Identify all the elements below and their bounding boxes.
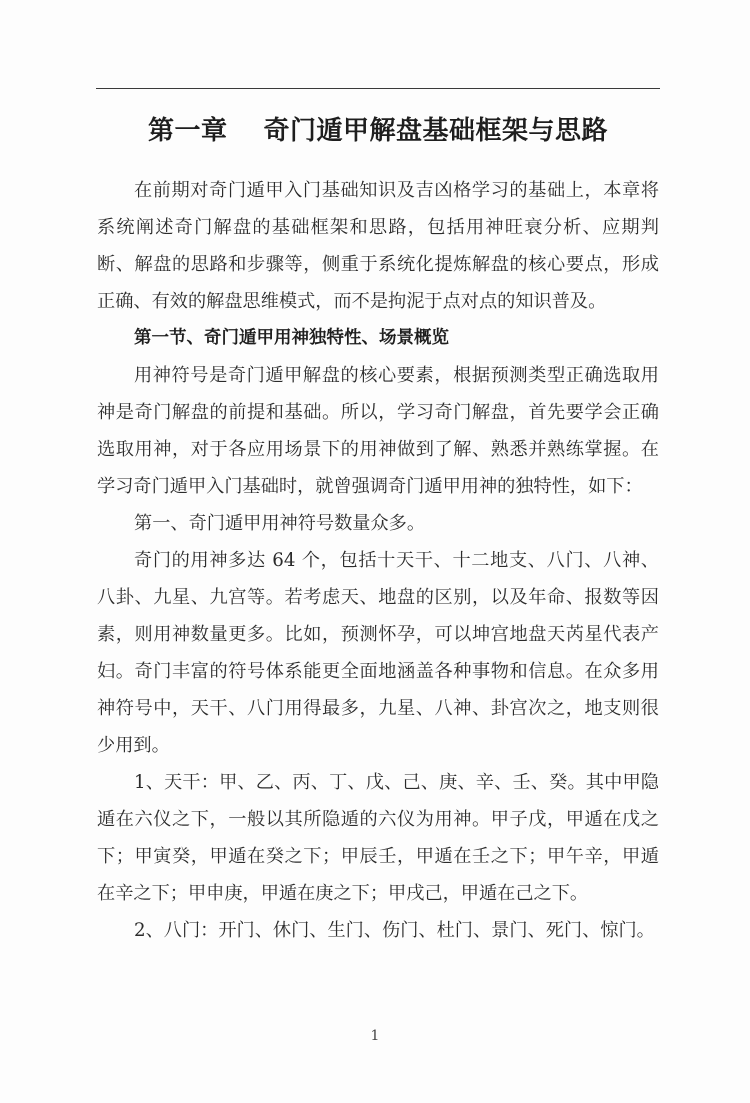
section-heading: 第一节、奇门遁甲用神独特性、场景概览: [134, 328, 449, 348]
chapter-title: 第一章 奇门遁甲解盘基础框架与思路: [147, 116, 609, 147]
paragraph-yongshen-core: 用神符号是奇门遁甲解盘的核心要素，根据预测类型正确选取用神是奇门解盘的前提和基础。所以，学习奇门解盘，首先要学会正确选取用神，对于各应用场景下的用神做到了解、熟悉并熟练掌握。在学习奇门遁甲入门基础时，就曾强调奇门遁甲用神的独特性，如下：: [97, 365, 659, 497]
paragraph-bamen: 2、八门：开门、休门、生门、伤门、杜门、景门、死门、惊门。: [134, 920, 655, 941]
paragraph-symbol-count: 奇门的用神多达 64 个，包括十天干、十二地支、八门、八神、八卦、九星、九宫等。若考虑天、地盘的区别，以及年命、报数等因素，则用神数量更多。比如，预测怀孕，可以坤宫地盘天芮星代表产妇。奇门丰富的符号体系能更全面地涵盖各种事物和信息。在众多用神符号中，天干、八门用得最多，九星、八神、卦宫次之，地支则很少用到。: [97, 550, 659, 756]
page-body: [97, 172, 659, 949]
intro-paragraph: 在前期对奇门遁甲入门基础知识及吉凶格学习的基础上，本章将系统阐述奇门解盘的基础框架和思路，包括用神旺衰分析、应期判断、解盘的思路和步骤等，侧重于系统化提炼解盘的核心要点，形成正确、有效的解盘思维模式，而不是拘泥于点对点的知识普及。: [97, 180, 659, 312]
paragraph-tiangan: 1、天干：甲、乙、丙、丁、戊、己、庚、辛、壬、癸。其中甲隐遁在六仪之下，一般以其所隐遁的六仪为用神。甲子戊，甲遁在戊之下；甲寅癸，甲遁在癸之下；甲辰壬，甲遁在壬之下；甲午辛，甲遁在辛之下；甲申庚，甲遁在庚之下；甲戌己，甲遁在己之下。: [97, 772, 659, 904]
page-number: 1: [370, 1028, 380, 1044]
header-rule: [96, 88, 660, 89]
paragraph-point-one: 第一、奇门遁甲用神符号数量众多。: [134, 513, 426, 534]
